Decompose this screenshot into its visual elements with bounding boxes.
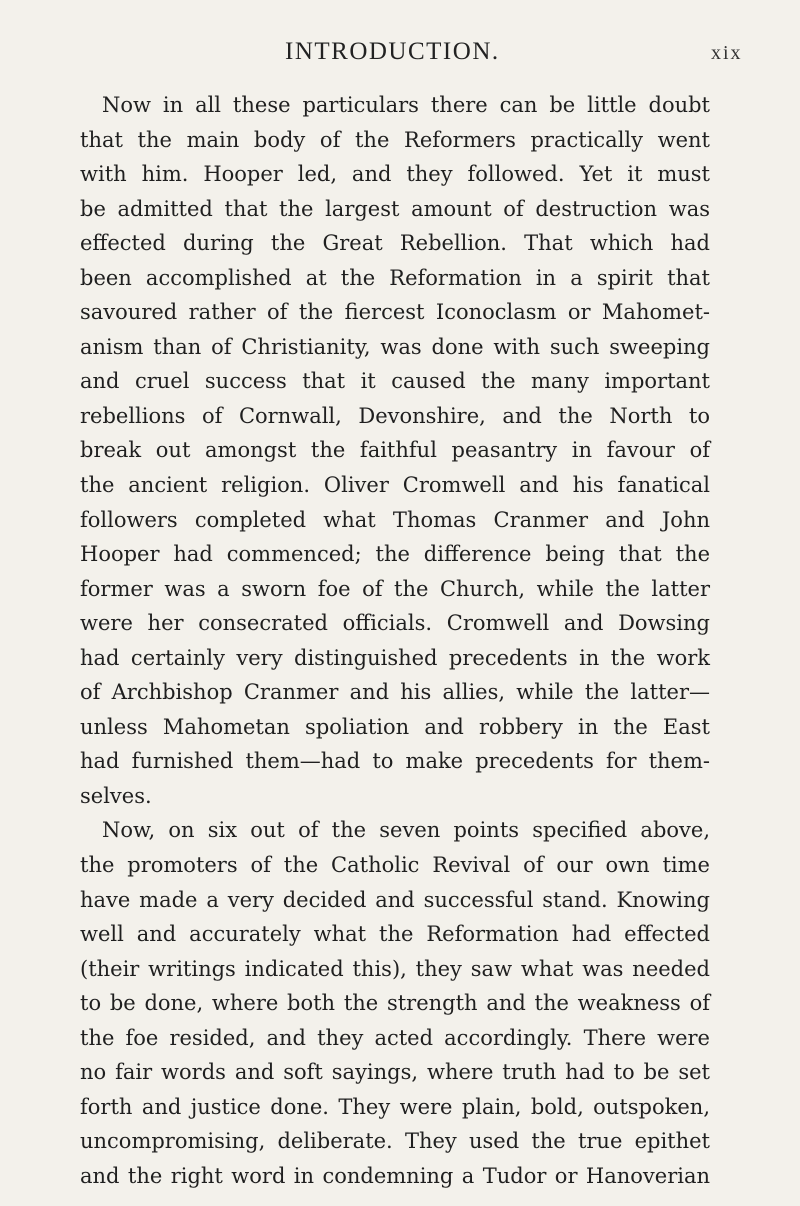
text-line: of Archbishop Cranmer and his allies, while the latter— — [80, 680, 710, 705]
text-line: former was a sworn foe of the Church, while the latter — [80, 576, 710, 601]
text-line: unless Mahometan spoliation and robbery in the East — [80, 714, 710, 739]
text-line: have made a very decided and successful stand. Knowing — [80, 887, 710, 912]
page-number: xix — [711, 42, 743, 64]
body-text — [80, 88, 710, 1194]
text-line: followers completed what Thomas Cranmer and John — [80, 507, 710, 532]
text-line: Hooper had commenced; the difference being that the — [80, 542, 710, 567]
text-line: Now in all these particulars there can be little doubt — [102, 93, 710, 117]
running-head — [0, 38, 800, 72]
text-line: with him. Hooper led, and they followed. Yet it must — [80, 162, 710, 187]
text-line: and the right word in condemning a Tudor or Hanoverian — [80, 1163, 710, 1188]
text-line: be admitted that the largest amount of destruction was — [80, 196, 710, 221]
text-line: rebellions of Cornwall, Devonshire, and the North to — [80, 403, 710, 428]
text-line: well and accurately what the Reformation had effected — [80, 922, 710, 947]
text-line: anism than of Christianity, was done with such sweeping — [80, 334, 710, 359]
text-line: (their writings indicated this), they saw what was needed — [80, 956, 710, 981]
text-line: to be done, where both the strength and the weakness of — [80, 991, 710, 1016]
text-line: that the main body of the Reformers practically went — [80, 127, 710, 152]
text-line: were her consecrated officials. Cromwell and Dowsing — [80, 611, 710, 636]
text-line: the ancient religion. Oliver Cromwell and his fanatical — [80, 473, 710, 498]
text-line: savoured rather of the fiercest Iconoclasm or Mahomet- — [80, 300, 710, 325]
running-head-title: INTRODUCTION. — [285, 38, 500, 65]
text-line: break out amongst the faithful peasantry in favour of — [80, 438, 710, 463]
text-line: the foe resided, and they acted accordingly. There were — [80, 1025, 710, 1050]
text-line: had certainly very distinguished precedents in the work — [80, 645, 710, 670]
text-line: forth and justice done. They were plain, bold, outspoken, — [80, 1094, 710, 1119]
text-line: the promoters of the Catholic Revival of our own time — [80, 853, 710, 878]
text-line: been accomplished at the Reformation in a spirit that — [80, 265, 710, 290]
text-line: effected during the Great Rebellion. That which had — [80, 231, 710, 256]
text-line: selves. — [80, 783, 152, 808]
text-line: Now, on six out of the seven points specified above, — [102, 818, 710, 843]
text-line: and cruel success that it caused the many important — [80, 369, 710, 394]
text-line: no fair words and soft sayings, where truth had to be set — [80, 1060, 710, 1085]
text-line: had furnished them—had to make precedents for them- — [80, 749, 710, 774]
text-line: uncompromising, deliberate. They used the true epithet — [80, 1129, 710, 1154]
